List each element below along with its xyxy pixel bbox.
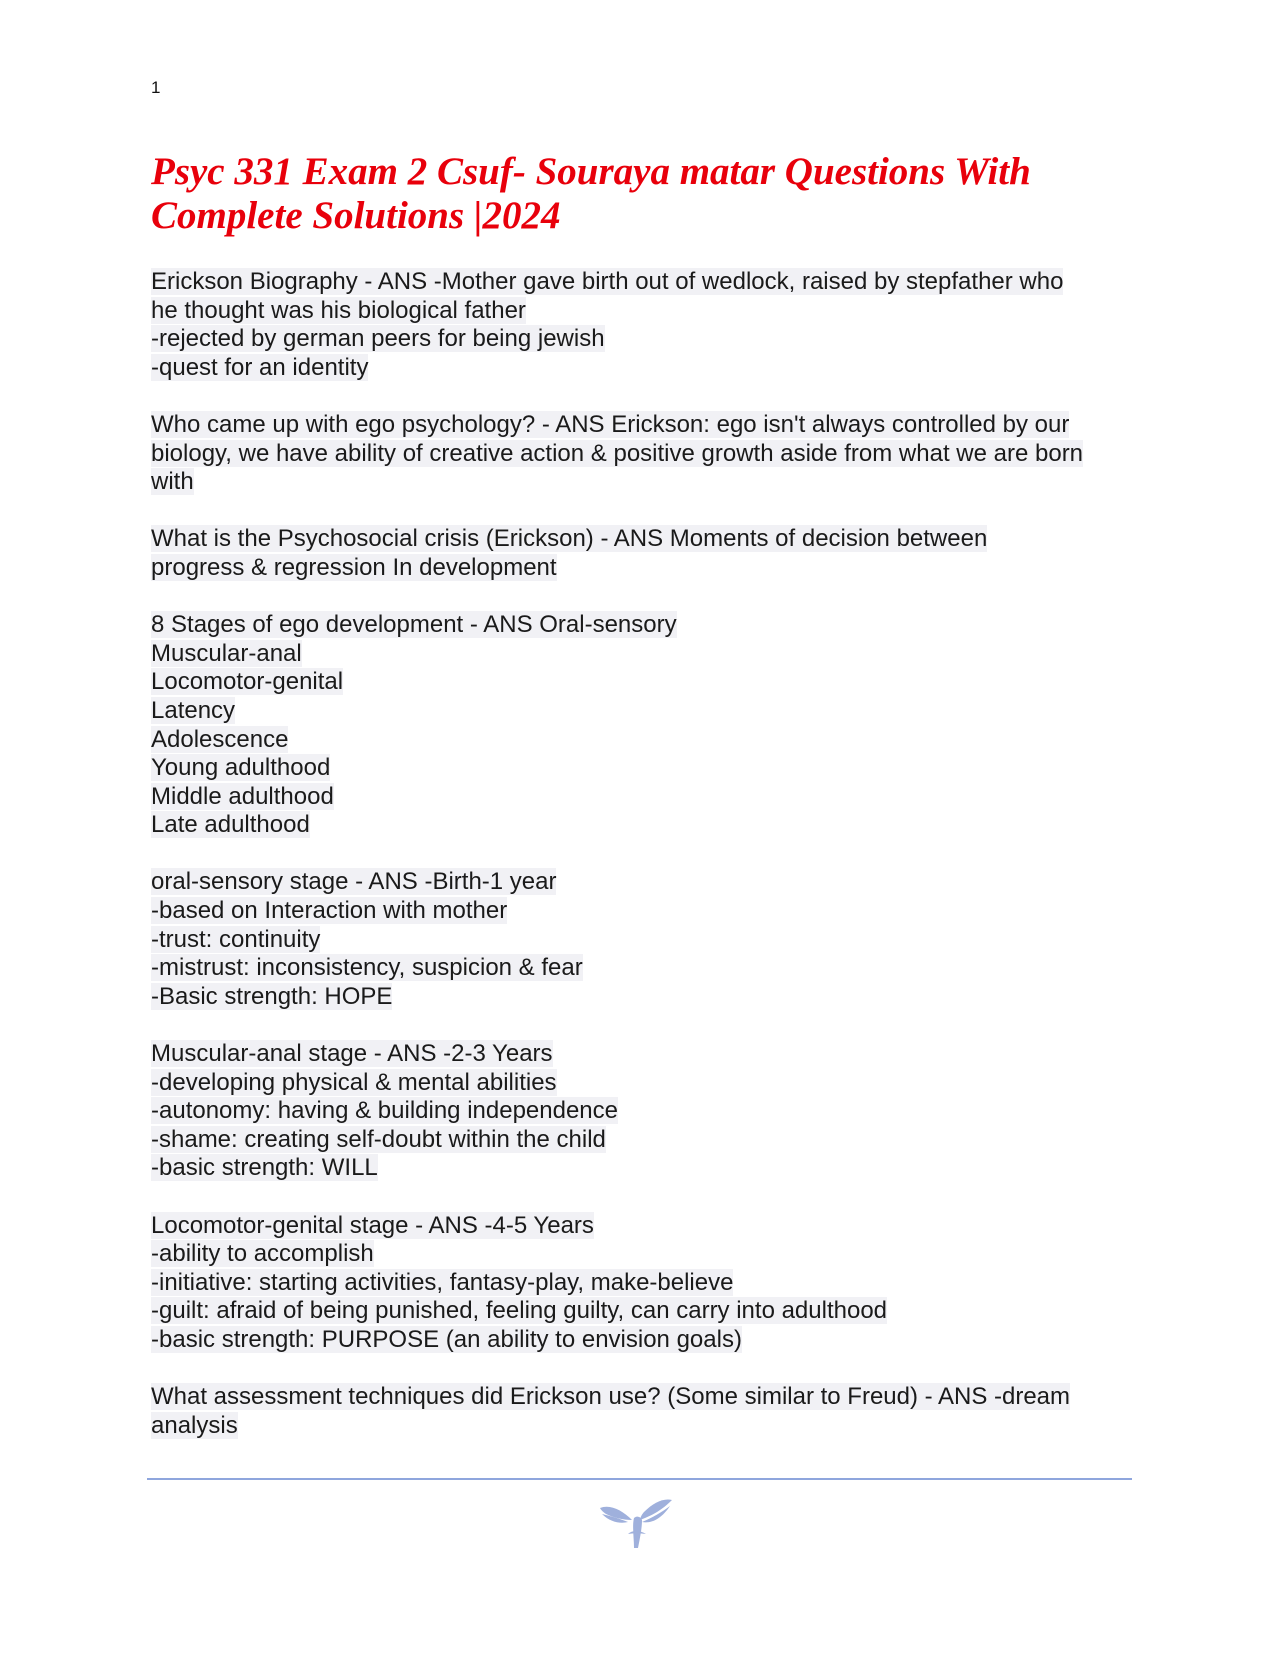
qa-line-text: Adolescence	[151, 725, 289, 753]
qa-line	[151, 268, 1136, 297]
qa-line	[151, 297, 1136, 326]
qa-line	[151, 1269, 1136, 1298]
qa-entry	[151, 1383, 1136, 1440]
qa-line-text: -ability to accomplish	[151, 1240, 374, 1268]
qa-line-text: -shame: creating self-doubt within the child	[151, 1125, 606, 1153]
qa-line	[151, 1326, 1136, 1355]
qa-line	[151, 411, 1136, 440]
qa-line	[151, 926, 1136, 955]
qa-line	[151, 1040, 1136, 1069]
qa-line	[151, 697, 1136, 726]
qa-line	[151, 1383, 1136, 1412]
qa-line-text: analysis	[151, 1411, 238, 1439]
qa-line	[151, 1297, 1136, 1326]
qa-line	[151, 811, 1136, 840]
qa-line	[151, 897, 1136, 926]
footer-divider	[147, 1478, 1132, 1480]
qa-entry	[151, 268, 1136, 382]
qa-line	[151, 640, 1136, 669]
qa-line-text: Late adulthood	[151, 811, 310, 839]
qa-line-text: Locomotor-genital stage - ANS -4-5 Years	[151, 1211, 594, 1239]
qa-line	[151, 1212, 1136, 1241]
qa-line	[151, 1240, 1136, 1269]
qa-line-text: progress & regression In development	[151, 553, 557, 581]
bird-logo-icon	[598, 1494, 674, 1550]
document-body	[151, 268, 1136, 1469]
qa-line-text: Muscular-anal	[151, 639, 302, 667]
qa-line-text: -initiative: starting activities, fantasy-play, make-believe	[151, 1268, 734, 1296]
qa-line	[151, 554, 1136, 583]
qa-line-text: -basic strength: WILL	[151, 1154, 378, 1182]
qa-line-text: -trust: continuity	[151, 925, 321, 953]
qa-line-text: What is the Psychosocial crisis (Erickson) - ANS Moments of decision between	[151, 525, 988, 553]
qa-line	[151, 611, 1136, 640]
qa-line	[151, 440, 1136, 469]
qa-entry	[151, 868, 1136, 1011]
qa-entry	[151, 611, 1136, 840]
qa-line-text: Middle adulthood	[151, 782, 334, 810]
qa-line	[151, 668, 1136, 697]
qa-line-text: Erickson Biography - ANS -Mother gave birth out of wedlock, raised by stepfather who	[151, 268, 1064, 295]
qa-line-text: -based on Interaction with mother	[151, 897, 508, 925]
qa-line	[151, 525, 1136, 554]
qa-line-text: Muscular-anal stage - ANS -2-3 Years	[151, 1040, 553, 1068]
qa-line-text: 8 Stages of ego development - ANS Oral-sensory	[151, 611, 677, 639]
qa-line-text: -mistrust: inconsistency, suspicion & fear	[151, 954, 583, 982]
qa-line-text: he thought was his biological father	[151, 296, 526, 324]
qa-line-text: oral-sensory stage - ANS -Birth-1 year	[151, 868, 557, 896]
qa-line-text: -autonomy: having & building independence	[151, 1097, 619, 1125]
qa-line	[151, 754, 1136, 783]
qa-line	[151, 1154, 1136, 1183]
qa-line	[151, 1412, 1136, 1441]
qa-line	[151, 325, 1136, 354]
qa-line-text: Latency	[151, 696, 236, 724]
qa-line-text: biology, we have ability of creative action & positive growth aside from what we are born	[151, 439, 1084, 467]
qa-entry	[151, 411, 1136, 497]
qa-line	[151, 1126, 1136, 1155]
qa-line-text: -Basic strength: HOPE	[151, 982, 393, 1010]
qa-line-text: -guilt: afraid of being punished, feeling guilty, can carry into adulthood	[151, 1297, 888, 1325]
qa-line-text: Locomotor-genital	[151, 668, 344, 696]
qa-line-text: Young adulthood	[151, 754, 331, 782]
qa-line	[151, 1097, 1136, 1126]
qa-line-text: -basic strength: PURPOSE (an ability to envision goals)	[151, 1325, 742, 1353]
qa-line-text: Who came up with ego psychology? - ANS Erickson: ego isn't always controlled by our	[151, 410, 1070, 438]
qa-line	[151, 954, 1136, 983]
qa-line-text: -quest for an identity	[151, 353, 369, 381]
qa-line-text: -developing physical & mental abilities	[151, 1068, 557, 1096]
qa-line	[151, 1069, 1136, 1098]
qa-line	[151, 468, 1136, 497]
qa-entry	[151, 525, 1136, 582]
qa-line	[151, 983, 1136, 1012]
qa-line	[151, 783, 1136, 812]
qa-line	[151, 354, 1136, 383]
qa-entry	[151, 1040, 1136, 1183]
qa-line-text: What assessment techniques did Erickson use? (Some similar to Freud) - ANS -dream	[151, 1383, 1071, 1411]
qa-line	[151, 868, 1136, 897]
page-number: 1	[151, 78, 161, 97]
qa-line-text: -rejected by german peers for being jewish	[151, 325, 605, 353]
qa-line-text: with	[151, 468, 194, 496]
qa-line	[151, 726, 1136, 755]
qa-entry	[151, 1212, 1136, 1355]
document-title: Psyc 331 Exam 2 Csuf- Souraya matar Questions With Complete Solutions |2024	[151, 150, 1031, 237]
